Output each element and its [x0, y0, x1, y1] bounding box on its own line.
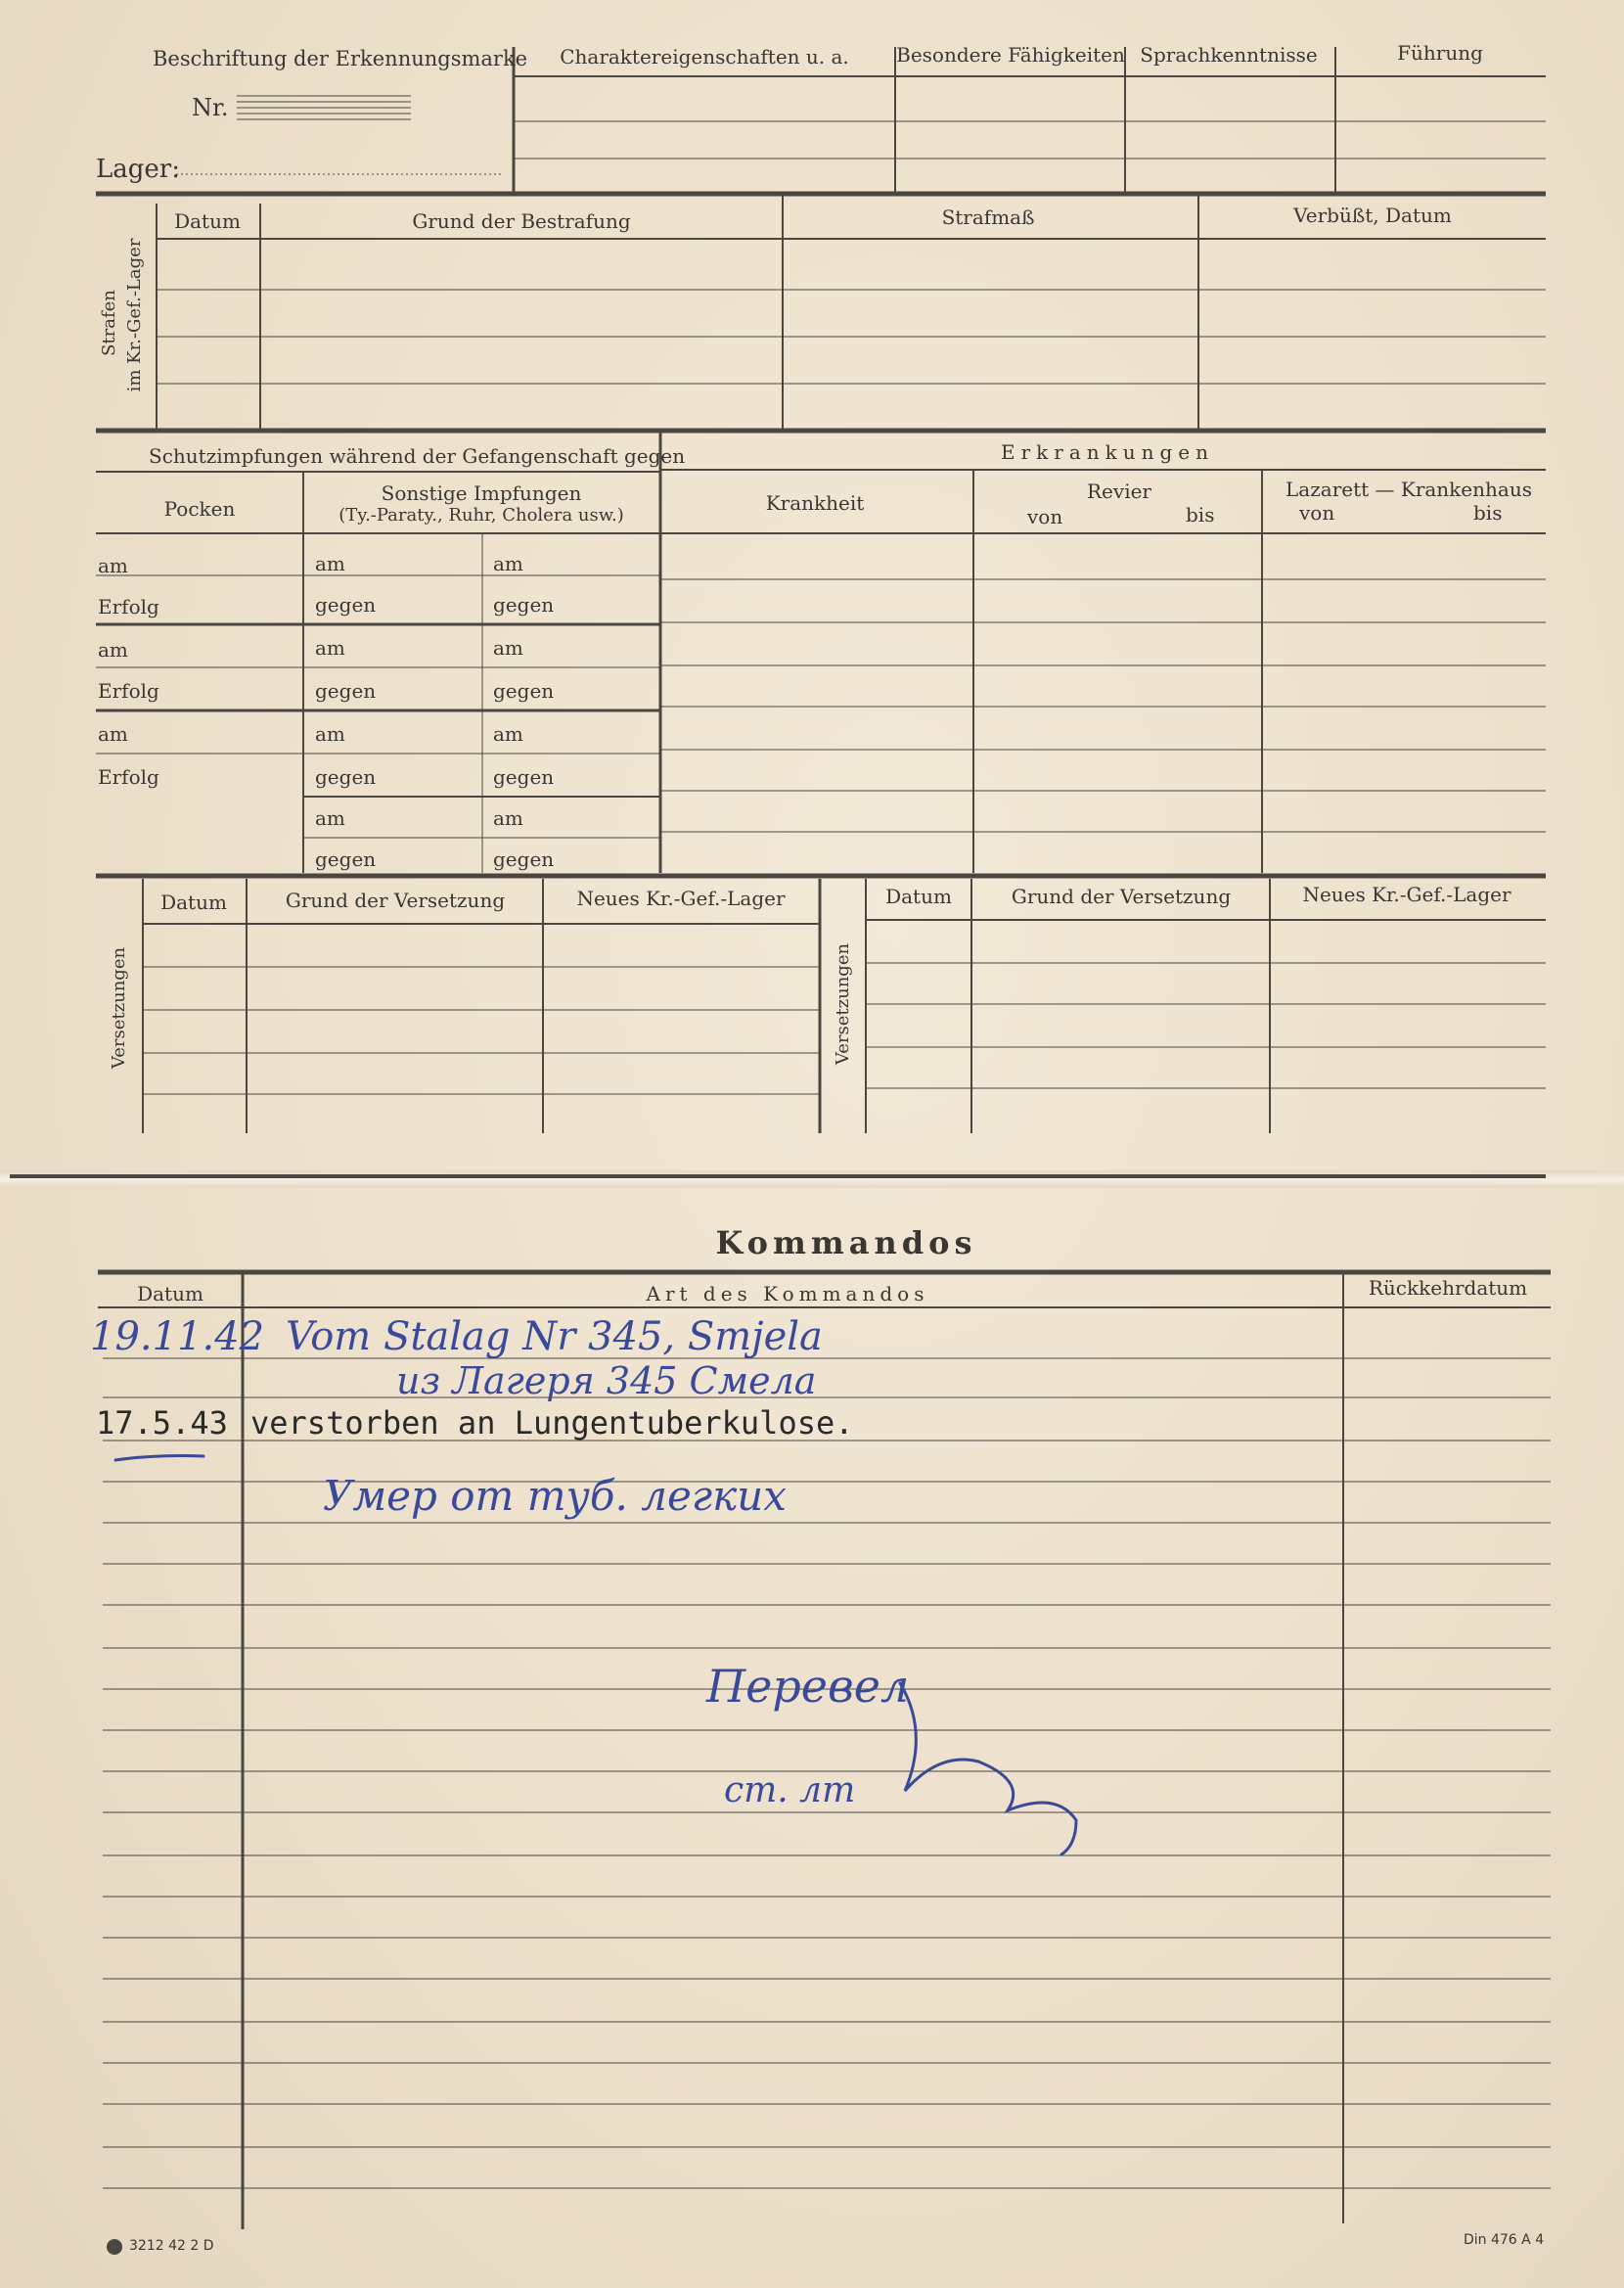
penalty-col-served: Verbüßt, Datum	[1293, 204, 1452, 227]
entry-text-3: verstorben an Lungentuberkulose.	[250, 1404, 854, 1441]
kommandos-title: Kommandos	[715, 1224, 977, 1261]
vaccination-title: Schutzimpfungen während der Gefangenschaft gegen	[149, 444, 686, 468]
vacc-cell: gegen	[315, 679, 377, 703]
transfer-col-date-left: Datum	[160, 891, 227, 914]
col-character: Charaktereigenschaften u. a.	[560, 45, 849, 69]
kommandos-col-type: Art des Kommandos	[646, 1282, 929, 1305]
vacc-cell: Erfolg	[98, 765, 159, 789]
vacc-cell: am	[493, 552, 523, 575]
hospital-from: von	[1299, 501, 1335, 525]
vacc-cell: am	[315, 806, 345, 830]
signature-translator: Перевел	[706, 1660, 910, 1713]
vacc-cell: am	[493, 722, 523, 746]
penalty-col-date: Datum	[174, 209, 241, 233]
vacc-cell: am	[315, 722, 345, 746]
illness-col-revier: Revier	[1087, 480, 1151, 503]
col-skills: Besondere Fähigkeiten	[896, 43, 1125, 67]
vacc-cell: gegen	[315, 847, 377, 871]
vacc-cell: am	[493, 636, 523, 660]
nr-label: Nr.	[192, 94, 229, 121]
signature-rank: ст. лт	[724, 1770, 856, 1810]
transfers-side-label-right: Versetzungen	[833, 942, 853, 1066]
vacc-cell: gegen	[493, 679, 555, 703]
illness-col-disease: Krankheit	[765, 491, 865, 515]
vacc-cell: am	[493, 806, 523, 830]
lager-label: Lager:	[96, 155, 180, 184]
entry-date-1: 19.11.42	[90, 1314, 265, 1359]
revier-to: bis	[1186, 503, 1215, 526]
other-vaccination-sub: (Ty.-Paraty., Ruhr, Cholera usw.)	[338, 505, 624, 526]
entry-date-3: 17.5.43	[96, 1404, 228, 1441]
entry-text-1: Vom Stalag Nr 345, Smjela	[286, 1314, 823, 1359]
vacc-cell: am	[98, 554, 128, 577]
illness-title: Erkrankungen	[1000, 440, 1215, 464]
other-vaccination-label: Sonstige Impfungen	[381, 481, 582, 505]
transfer-col-camp-right: Neues Kr.-Gef.-Lager	[1302, 883, 1511, 906]
vacc-cell: Erfolg	[98, 595, 159, 618]
entry-text-2: из Лагеря 345 Смела	[396, 1359, 817, 1402]
vacc-cell: am	[315, 636, 345, 660]
vacc-cell: Erfolg	[98, 679, 159, 703]
vacc-cell: gegen	[493, 847, 555, 871]
col-conduct: Führung	[1397, 41, 1483, 65]
revier-from: von	[1027, 505, 1063, 528]
transfers-side-label-left: Versetzungen	[109, 946, 129, 1070]
illness-col-hospital: Lazarett — Krankenhaus	[1286, 478, 1532, 501]
hospital-to: bis	[1473, 501, 1503, 525]
penalty-side-label-2: im Kr.-Gef.-Lager	[124, 238, 145, 392]
vacc-cell: am	[315, 552, 345, 575]
vacc-cell: gegen	[315, 593, 377, 617]
entry-text-4: Умер от туб. легких	[323, 1472, 787, 1520]
pocken-label: Pocken	[163, 497, 236, 521]
tag-label: Beschriftung der Erkennungsmarke	[153, 47, 528, 70]
vacc-cell: am	[98, 722, 128, 746]
footer-print-code: 3212 42 2 D	[129, 2238, 214, 2254]
footer-format: Din 476 A 4	[1464, 2232, 1545, 2248]
transfer-col-reason-left: Grund der Versetzung	[285, 889, 506, 912]
vacc-cell: gegen	[493, 593, 555, 617]
penalty-side-label-1: Strafen	[99, 290, 119, 356]
col-languages: Sprachkenntnisse	[1140, 43, 1318, 67]
vacc-cell: am	[98, 638, 128, 662]
vacc-cell: gegen	[315, 765, 377, 789]
kommandos-col-return: Rückkehrdatum	[1368, 1276, 1528, 1300]
penalty-col-measure: Strafmaß	[941, 206, 1035, 229]
transfer-col-reason-right: Grund der Versetzung	[1011, 885, 1232, 908]
transfer-col-camp-left: Neues Kr.-Gef.-Lager	[576, 887, 786, 910]
penalty-col-reason: Grund der Bestrafung	[412, 209, 631, 233]
transfer-col-date-right: Datum	[885, 885, 952, 908]
kommandos-col-date: Datum	[137, 1282, 203, 1305]
vacc-cell: gegen	[493, 765, 555, 789]
